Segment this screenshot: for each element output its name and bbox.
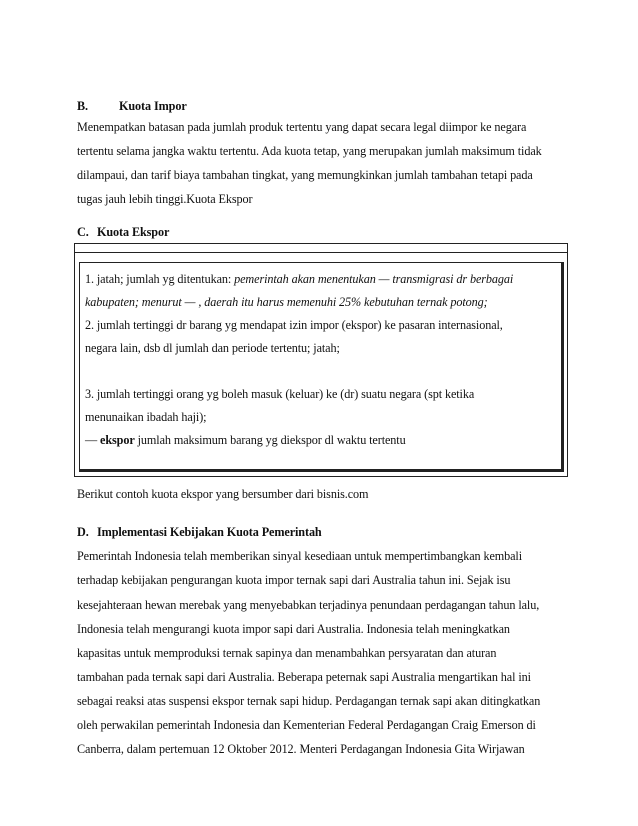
section-b-heading	[77, 99, 567, 113]
definition-item-1-line2: kabupaten; menurut — , daerah itu harus memenuhi 25% kebutuhan ternak potong;	[85, 295, 488, 309]
section-c-heading	[77, 225, 567, 239]
section-c-label: C.	[77, 225, 89, 239]
definition-item-1-example: pemerintah akan menentukan — transmigrasi dr berbagai	[234, 272, 514, 286]
section-d-line: Indonesia telah mengurangi kuota impor sapi dari Australia. Indonesia telah meningkatkan	[77, 622, 510, 636]
section-b-title: Kuota Impor	[119, 99, 187, 113]
section-d-label: D.	[77, 525, 89, 539]
definition-item-2-line2: negara lain, dsb dl jumlah dan periode tertentu; jatah;	[85, 341, 340, 355]
section-d-line: kapasitas untuk memproduksi ternak sapinya dan menambahkan persyaratan dan aturan	[77, 646, 497, 660]
section-d-line: kesejahteraan hewan merebak yang menyebabkan terjadinya penundaan perdagangan tahun lalu,	[77, 598, 540, 612]
section-d-line: tambahan pada ternak sapi dari Australia. Beberapa peternak sapi Australia mengartikan hal ini	[77, 670, 531, 684]
definition-item-1	[85, 272, 555, 286]
section-d-line: oleh perwakilan pemerintah Indonesia dan Kementerian Federal Perdagangan Craig Emerson di	[77, 718, 536, 732]
section-b-line: tugas jauh lebih tinggi.Kuota Ekspor	[77, 192, 253, 206]
section-c-caption: Berikut contoh kuota ekspor yang bersumber dari bisnis.com	[77, 487, 369, 501]
section-b-line: Menempatkan batasan pada jumlah produk tertentu yang dapat secara legal diimpor ke negara	[77, 120, 527, 134]
definition-item-2: 2. jumlah tertinggi dr barang yg mendapat izin impor (ekspor) ke pasaran internasional,	[85, 318, 503, 332]
definition-item-4-text: jumlah maksimum barang yg diekspor dl waktu tertentu	[134, 433, 406, 447]
section-d-line: terhadap kebijakan pengurangan kuota impor ternak sapi dari Australia tahun ini. Sejak isu	[77, 573, 511, 587]
section-b-line: dilampaui, dan tarif biaya tambahan tingkat, yang memungkinkan jumlah tambahan tetapi pada	[77, 168, 533, 182]
section-d-heading	[77, 525, 567, 539]
section-b-label: B.	[77, 99, 88, 113]
definition-box-divider	[74, 252, 568, 253]
section-b-line: tertentu selama jangka waktu tertentu. Ada kuota tetap, yang merupakan jumlah maksimum tidak	[77, 144, 542, 158]
definition-item-4	[85, 433, 555, 447]
section-d-title: Implementasi Kebijakan Kuota Pemerintah	[97, 525, 322, 539]
section-c-title: Kuota Ekspor	[97, 225, 170, 239]
section-d-line: Canberra, dalam pertemuan 12 Oktober 2012. Menteri Perdagangan Indonesia Gita Wirjawan	[77, 742, 525, 756]
definition-item-1-prefix: 1. jatah; jumlah yg ditentukan:	[85, 272, 235, 286]
definition-item-4-term: ekspor	[100, 433, 135, 447]
definition-item-3: 3. jumlah tertinggi orang yg boleh masuk (keluar) ke (dr) suatu negara (spt ketika	[85, 387, 475, 401]
definition-item-3-line2: menunaikan ibadah haji);	[85, 410, 207, 424]
section-d-line: sebagai reaksi atas suspensi ekspor ternak sapi hidup. Perdagangan ternak sapi akan ditingkatkan	[77, 694, 541, 708]
section-d-line: Pemerintah Indonesia telah memberikan sinyal kesediaan untuk mempertimbangkan kembali	[77, 549, 523, 563]
definition-item-4-dash: —	[85, 433, 101, 447]
